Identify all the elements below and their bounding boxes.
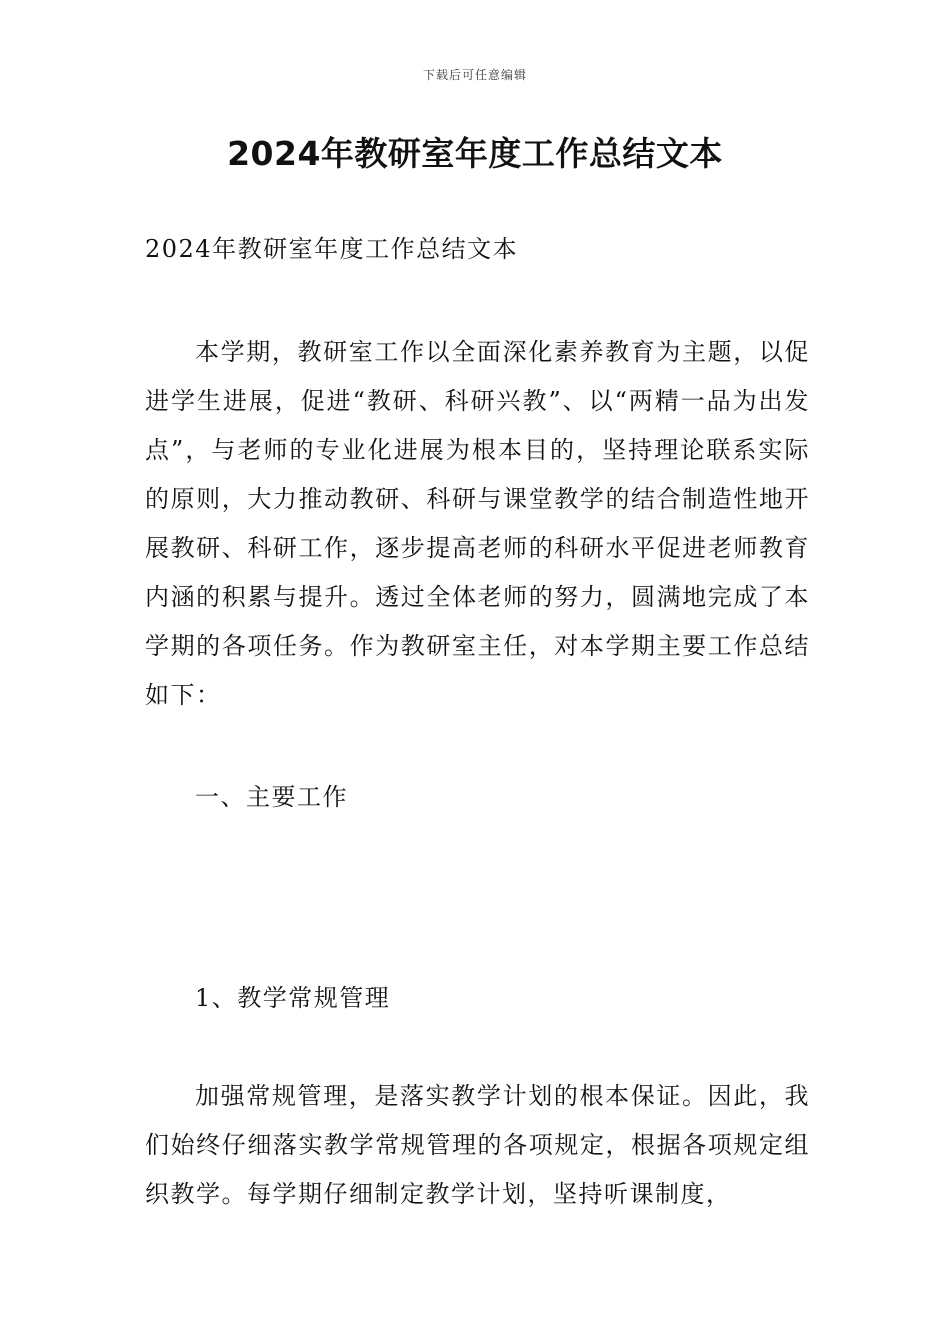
document-title: 2024年教研室年度工作总结文本 bbox=[227, 134, 723, 173]
subsection-heading-teaching-routine: 1、教学常规管理 bbox=[195, 984, 391, 1012]
paragraph-routine-management: 加强常规管理，是落实教学计划的根本保证。因此，我们始终仔细落实教学常规管理的各项规定，根据各项规定组织教学。每学期仔细制定教学计划，坚持听课制度， bbox=[145, 1082, 810, 1208]
header-note: 下载后可任意编辑 bbox=[422, 68, 527, 82]
document-subtitle: 2024年教研室年度工作总结文本 bbox=[145, 235, 519, 263]
paragraph-intro: 本学期，教研室工作以全面深化素养教育为主题，以促进学生进展，促进“教研、科研兴教”、以“两精一品为出发点”，与老师的专业化进展为根本目的，坚持理论联系实际的原则，大力推动教研、科研与课堂教学的结合制造性地开展教研、科研工作，逐步提高老师的科研水平促进老师教育内涵的积累与提升。透过全体老师的努力，圆满地完成了本学期的各项任务。作为教研室主任，对本学期主要工作总结如下： bbox=[145, 338, 810, 709]
section-heading-main-work: 一、主要工作 bbox=[195, 783, 348, 811]
